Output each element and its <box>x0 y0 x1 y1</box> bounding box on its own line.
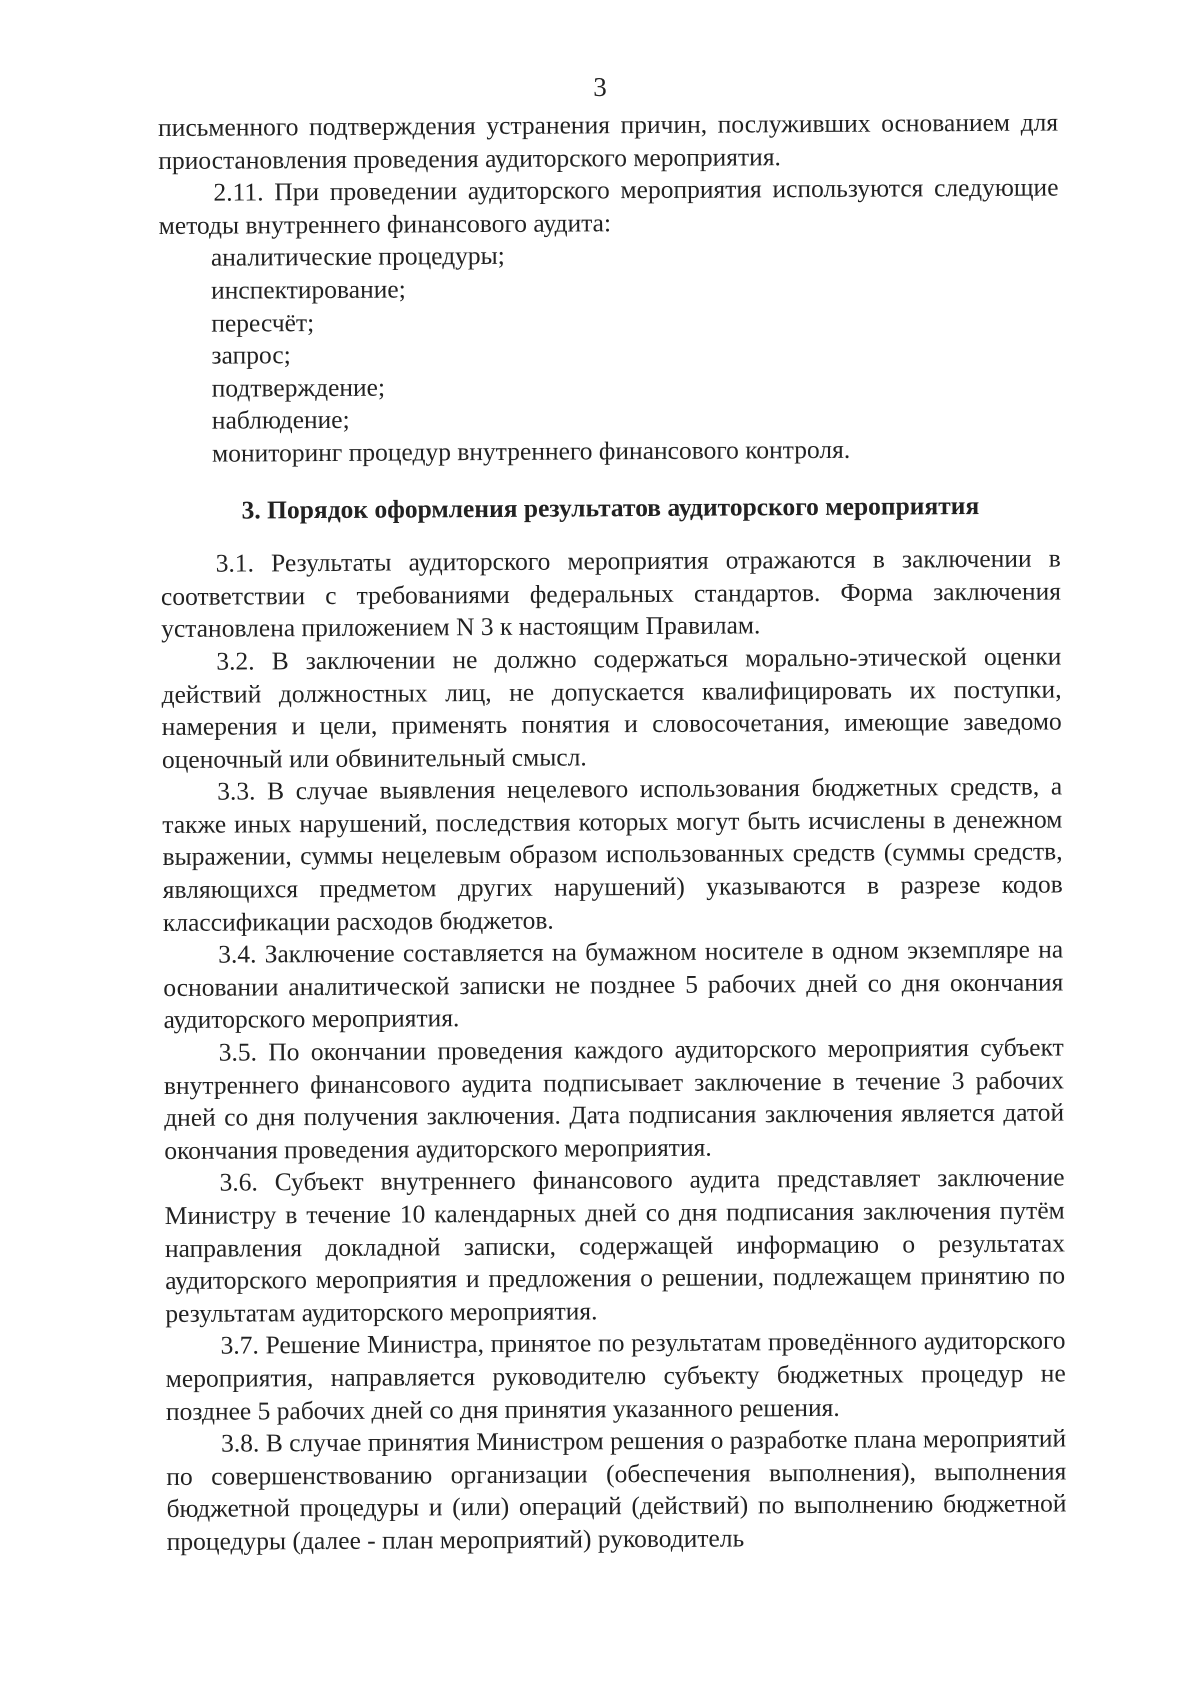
paragraph-3-4: 3.4. Заключение составляется на бумажном носителе в одном экземпляре на основании аналитической записки не позднее 5 рабочих дней со дня окончания аудиторского мероприятия. <box>163 934 1064 1035</box>
document-body <box>158 107 1067 1559</box>
list-item: наблюдение; <box>211 405 350 436</box>
page-number: 3 <box>593 72 607 102</box>
list-item: запрос; <box>211 340 291 370</box>
audit-methods-list <box>159 237 1060 471</box>
paragraph-3-6: 3.6. Субъект внутреннего финансового аудита представляет заключение Министру в течение 10 календарных дней со дня подписания заключения путём направления докладной записки, содержащей информацию о результатах аудиторского мероприятия и предложения о решении, подлежащем принятию по результатам аудиторского мероприятия. <box>164 1162 1066 1328</box>
list-item: аналитические процедуры; <box>210 241 505 273</box>
list-item: инспектирование; <box>211 274 406 305</box>
paragraph-3-8: 3.8. В случае принятия Министром решения о разработке плана мероприятий по совершенствованию организации (обеспечения выполнения), выполнения бюджетной процедуры и (или) операций (действий) по выполнению бюджетной процедуры (далее - план мероприятий) руководитель <box>166 1423 1067 1556</box>
list-item: подтверждение; <box>211 372 386 403</box>
paragraph-3-5: 3.5. По окончании проведения каждого аудиторского мероприятия субъект внутреннего финансового аудита подписывает заключение в течение 3 рабочих дней со дня получения заключения. Дата подписания заключения является датой окончания проведения аудиторского мероприятия. <box>163 1032 1065 1165</box>
paragraph-3-2: 3.2. В заключении не должно содержаться морально-этической оценки действий должностных лиц, не допускается квалифицировать их поступки, намерения и цели, применять понятия и словосочетания, имеющие заведомо оценочный или обвинительный смысл. <box>161 641 1062 774</box>
paragraph-continuation: письменного подтверждения устранения причин, послуживших основанием для приостановления проведения аудиторского мероприятия. <box>158 107 1059 175</box>
paragraph-3-7: 3.7. Решение Министра, принятое по результатам проведённого аудиторского мероприятия, направляется руководителю субъекту бюджетных процедур не позднее 5 рабочих дней со дня принятия указанного решения. <box>165 1325 1066 1426</box>
list-item: мониторинг процедур внутреннего финансового контроля. <box>211 434 851 468</box>
paragraph-2-11: 2.11. При проведении аудиторского мероприятия используются следующие методы внутреннего финансового аудита: <box>158 172 1059 240</box>
paragraph-3-1: 3.1. Результаты аудиторского мероприятия отражаются в заключении в соответствии с требованиями федеральных стандартов. Форма заключения установлена приложением N 3 к настоящим Правилам. <box>160 543 1062 644</box>
section-heading: 3. Порядок оформления результатов аудиторского мероприятия <box>241 490 980 525</box>
paragraph-3-3: 3.3. В случае выявления нецелевого использования бюджетных средств, а также иных нарушений, последствия которых могут быть исчислены в денежном выражении, суммы нецелевым образом использованных средств (суммы средств, являющихся предметом других нарушений) указываются в разрезе кодов классификации расходов бюджетов. <box>162 771 1063 937</box>
list-item: пересчёт; <box>211 307 315 338</box>
